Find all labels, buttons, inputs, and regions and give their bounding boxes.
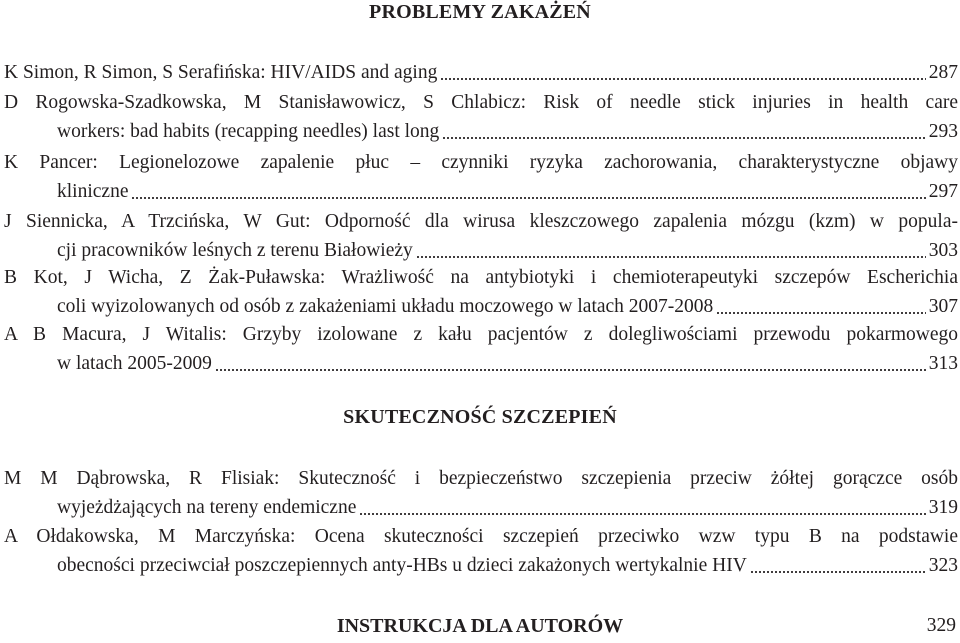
- toc-entry-last-line: [4, 551, 958, 580]
- toc-page-number: 313: [928, 353, 958, 374]
- toc-entry-text: wyjeżdżających na tereny endemiczne: [57, 497, 357, 518]
- toc-page-number: 303: [928, 240, 958, 261]
- toc-entry-last-line: [4, 349, 958, 378]
- toc-entry-last-line: [4, 236, 958, 265]
- section-title-problemy-zakazen: PROBLEMY ZAKAŻEŃ: [369, 1, 591, 23]
- toc-entry-text: K Simon, R Simon, S Serafińska: HIV/AIDS and aging: [4, 62, 438, 83]
- dot-leader: [359, 512, 925, 516]
- dot-leader: [416, 255, 926, 259]
- toc-entry-text: cji pracowników leśnych z terenu Białowieży: [57, 240, 413, 261]
- toc-entry-line: K Pancer: Legionelozowe zapalenie płuc – czynniki ryzyka zachorowania, charakterystyczne objawy: [4, 152, 958, 173]
- toc-entry-last-line: [4, 177, 958, 206]
- toc-entry-last-line: [4, 493, 958, 522]
- toc-entry[interactable]: [4, 88, 958, 146]
- toc-page-number: 319: [928, 497, 958, 518]
- toc-page-number: 307: [928, 296, 958, 317]
- dot-leader: [440, 77, 925, 81]
- toc-entry-last-line: [4, 58, 958, 87]
- toc-entry-last-line: [4, 292, 958, 321]
- toc-entry-last-line: [4, 117, 958, 146]
- dot-leader: [215, 368, 926, 372]
- toc-page-number: 287: [928, 62, 958, 83]
- toc-entry[interactable]: [4, 148, 958, 206]
- toc-entry[interactable]: [4, 522, 958, 580]
- toc-page-number: 323: [928, 555, 958, 576]
- toc-entry[interactable]: [4, 58, 958, 87]
- toc-entry-text: w latach 2005-2009: [57, 353, 212, 374]
- toc-entry-text: workers: bad habits (recapping needles) last long: [57, 121, 440, 142]
- toc-entry[interactable]: [4, 207, 958, 265]
- toc-entry-line: M M Dąbrowska, R Flisiak: Skuteczność i bezpieczeństwo szczepienia przeciw żółtej gorączce osób: [4, 468, 958, 489]
- section-title-skutecznosc-szczepien: SKUTECZNOŚĆ SZCZEPIEŃ: [343, 406, 617, 428]
- section-title-instrukcja-dla-autorow: INSTRUKCJA DLA AUTORÓW: [336, 615, 624, 637]
- toc-entry-line: A B Macura, J Witalis: Grzyby izolowane z kału pacjentów z dolegliwościami przewodu pokarmowego: [4, 324, 958, 345]
- dot-leader: [750, 570, 926, 574]
- dot-leader: [442, 136, 925, 140]
- toc-entry-text: obecności przeciwciał poszczepiennych anty-HBs u dzieci zakażonych wertykalnie HIV: [57, 555, 747, 576]
- toc-entry-text: coli wyizolowanych od osób z zakażeniami układu moczowego w latach 2007-2008: [57, 296, 714, 317]
- toc-entry[interactable]: [4, 320, 958, 378]
- toc-page-number: 297: [928, 181, 958, 202]
- toc-page-number: 293: [928, 121, 958, 142]
- toc-entry[interactable]: [4, 464, 958, 522]
- toc-entry-line: B Kot, J Wicha, Z Żak-Puławska: Wrażliwość na antybiotyki i chemioterapeutyki szczepów Escherichia: [4, 267, 958, 288]
- toc-page-number: 329: [926, 615, 956, 636]
- toc-entry-line: J Siennicka, A Trzcińska, W Gut: Odporność dla wirusa kleszczowego zapalenia mózgu (kzm) w popula-: [4, 211, 958, 232]
- dot-leader: [716, 311, 925, 315]
- dot-leader: [131, 196, 925, 200]
- toc-entry-line: D Rogowska-Szadkowska, M Stanisławowicz, S Chlabicz: Risk of needle stick injuries in health care: [4, 92, 958, 113]
- toc-entry-text: kliniczne: [57, 181, 129, 202]
- toc-entry-line: A Ołdakowska, M Marczyńska: Ocena skuteczności szczepień przeciwko wzw typu B na podstawie: [4, 526, 958, 547]
- toc-entry[interactable]: [4, 263, 958, 321]
